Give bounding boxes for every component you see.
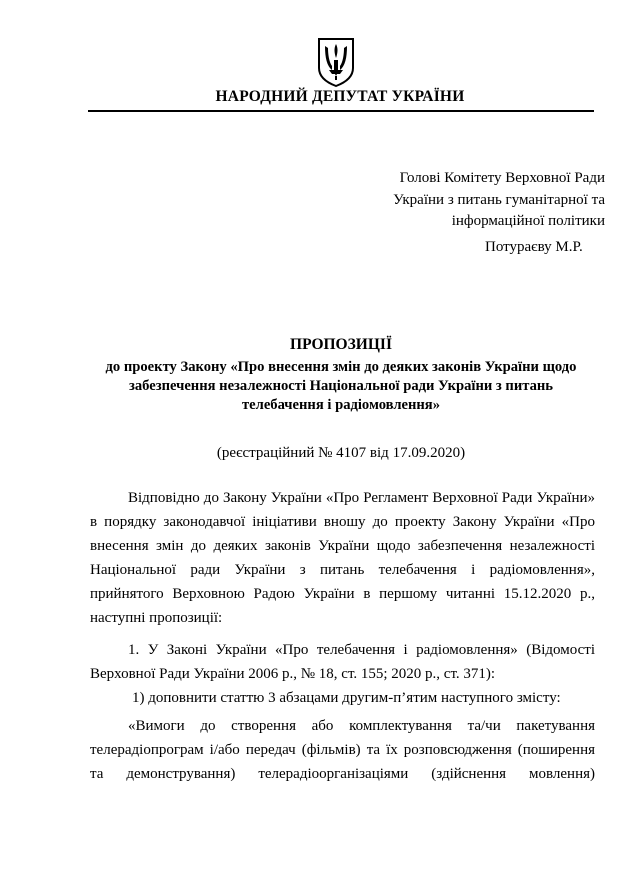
coat-of-arms-trident-icon (316, 36, 356, 88)
document-title (88, 335, 594, 415)
title-line-2: забезпечення незалежності Національної ради України з питань (128, 378, 554, 394)
paragraph-1 (90, 486, 595, 630)
paragraph-2-text: 1. У Законі України «Про телебачення і радіомовлення» (Відомості Верховної Ради України 2006 р., № 18, ст. 155; 2020 р., ст. 371): (90, 642, 595, 682)
title-line-1: до проекту Закону «Про внесення змін до деяких законів України щодо (105, 359, 577, 375)
paragraph-4-text: «Вимоги до створення або комплектування та/чи пакетування телерадіопрограм і/або передач (фільмів) та їх розповсюдження (поширення та демонстрування) телерадіоорганізаціями (здійснення мовлення) (90, 718, 595, 782)
header-divider (88, 110, 594, 112)
addressee-line-3: інформаційної політики (451, 213, 605, 229)
paragraph-2 (90, 638, 595, 686)
paragraph-4 (90, 714, 595, 786)
title-line-3: телебачення і радіомовлення» (241, 397, 440, 413)
paragraph-1-text: Відповідно до Закону України «Про Регламент Верховної Ради України» в порядку законодавчої ініціативи вношу до проекту Закону України «Про внесення змін до деяких законів України щодо забезпечення незалежності Національної ради України з питань телебачення і радіомовлення», прийнятого Верховною Радою України в першому читанні 15.12.2020 р., наступні пропозиції: (90, 490, 595, 626)
registration-number: (реєстраційний № 4107 від 17.09.2020) (216, 445, 466, 461)
addressee-block (375, 168, 605, 255)
title-heading: ПРОПОЗИЦІЇ (290, 336, 392, 353)
paragraph-3-text: 1) доповнити статтю 3 абзацами другим-п’ятим наступного змісту: (132, 690, 561, 706)
addressee-line-1: Голові Комітету Верховної Ради (399, 170, 605, 186)
addressee-line-2: України з питань гуманітарної та (393, 191, 605, 208)
addressee-name: Потураєву М.Р. (485, 239, 583, 255)
paragraph-3 (90, 686, 595, 710)
header-title: НАРОДНИЙ ДЕПУТАТ УКРАЇНИ (215, 88, 465, 105)
